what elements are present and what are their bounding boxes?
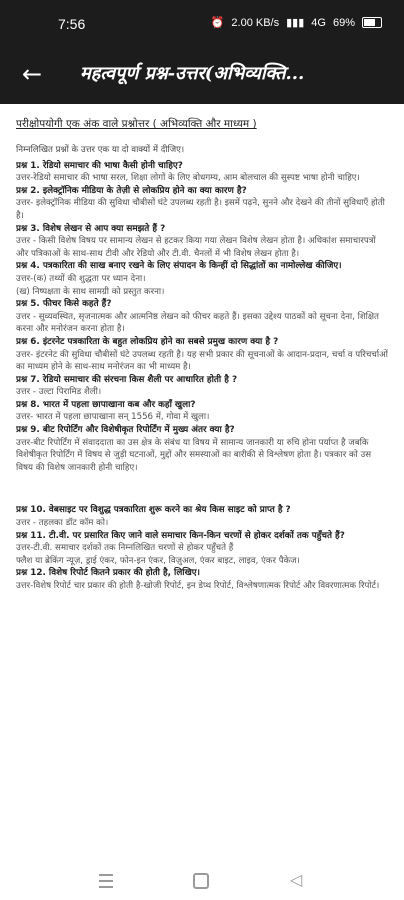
status-icons bbox=[211, 16, 382, 29]
question-text: प्रश्न 9. बीट रिपोर्टिंग और विशेषीकृत रिपोर्टिंग में मुख्य अंतर क्या है? bbox=[16, 425, 235, 436]
answer-text: उत्तर - सुव्यवस्थित, सृजनात्मक और आत्मनिष्ठ लेखन को फीचर कहते हैं। इसका उद्देश्य पाठकों को सूचना देना, शिक्षित करना और मनोरंजन करना होता है। bbox=[16, 311, 379, 335]
qa-list bbox=[16, 160, 390, 593]
question-text: प्रश्न 1. रेडियो समाचार की भाषा कैसी होनी चाहिए? bbox=[16, 160, 183, 171]
answer-text: (ख) निष्पक्षता के साथ सामग्री को प्रस्तुत करना। bbox=[16, 286, 165, 297]
answer-text: उत्तर-रेडियो समाचार की भाषा सरल, शिक्षा लोगों के लिए बोधगम्य, आम बोलचाल की सुस्पष्ट भाषा होनी चाहिए। bbox=[16, 173, 360, 184]
top-bar bbox=[0, 0, 404, 104]
answer-text: उत्तर- इलेक्ट्रॉनिक मीडिया की सुविधा चौबीसों घंटे उपलब्ध रहती है। इसमें पढ़ने, सुनने और देखने की तीनों सुविधाएँ होती है। bbox=[16, 198, 385, 221]
answer-text: उत्तर - उल्टा पिरामिड शैली। bbox=[16, 387, 102, 398]
article-content[interactable] bbox=[16, 117, 390, 857]
answer-text: उत्तर- इंटरनेट की सुविधा चौबीसों घंटे उपलब्ध रहती है। यह सभी प्रकार की सूचनाओं के आदान-प्रदान, चर्चा व परिचर्चाओं का माध्यम होने के साथ-साथ मनोरंजन का भी माध्यम है। bbox=[16, 349, 388, 373]
question-text: प्रश्न 8. भारत में पहला छापाखाना कब और कहाँ खुला? bbox=[16, 399, 196, 410]
back-triangle-icon[interactable]: ◁ bbox=[289, 870, 303, 889]
page-title: महत्वपूर्ण प्रश्न-उत्तर(अभिव्यक्ति... bbox=[80, 63, 305, 84]
answer-text: उत्तर-(क) तथ्यों की शुद्धता पर ध्यान देना। bbox=[16, 273, 146, 284]
question-text: प्रश्न 6. इंटरनेट पत्रकारिता के बहुत लोकप्रिय होने का सबसे प्रमुख कारण क्या है ? bbox=[16, 336, 279, 347]
battery-percent: 69% bbox=[332, 16, 355, 29]
answer-text: उत्तर-विशेष रिपोर्ट चार प्रकार की होती है-खोजी रिपोर्ट, इन डेप्थ रिपोर्ट, विश्लेषणात्मक रिपोर्ट और विवरणात्मक रिपोर्ट। bbox=[16, 581, 380, 591]
system-nav-bar bbox=[0, 860, 404, 900]
net-speed: 2.00 KB/s bbox=[231, 16, 280, 29]
answer-text: उत्तर-टी.वी. समाचार दर्शकों तक निम्नलिखित चरणों से होकर पहुँचते हैं bbox=[16, 543, 234, 554]
section-gap bbox=[16, 474, 390, 504]
question-text: प्रश्न 4. पत्रकारिता की साख बनाए रखने के लिए संपादन के किन्हीं दो सिद्धांतों का नामोल्लेख कीजिए। bbox=[16, 261, 342, 272]
status-time: 7:56 bbox=[58, 16, 86, 32]
question-text: प्रश्न 3. विशेष लेखन से आप क्या समझते हैं ? bbox=[16, 223, 166, 234]
home-icon[interactable] bbox=[188, 868, 214, 892]
alarm-icon: ⏰ bbox=[210, 17, 225, 29]
signal-icon: ▮▮▮ bbox=[286, 17, 305, 29]
arrow-left-icon[interactable]: ← bbox=[21, 60, 43, 88]
question-text: प्रश्न 11. टी.वी. पर प्रसारित किए जाने वाले समाचार किन-किन चरणों से होकर दर्शकों तक पहुँचते हैं? bbox=[16, 530, 345, 541]
answer-text: उत्तर - किसी विशेष विषय पर सामान्य लेखन से हटकर किया गया लेखन विशेष लेखन होता है। अधिकांश समाचारपत्रों और पत्रिकाओं के साथ-साथ टीवी और रेडियो और टी.वी. चैनलों में भी विशेष लेखन होता है। bbox=[16, 236, 376, 259]
question-text: प्रश्न 10. वेबसाइट पर विशुद्ध पत्रकारिता शुरू करने का श्रेय किस साइट को प्राप्त है ? bbox=[16, 505, 291, 516]
question-text: प्रश्न 5. फीचर किसे कहते हैं? bbox=[16, 299, 112, 310]
answer-text: फ्लैश या ब्रेकिंग न्यूज़, ड्राई एंकर, फोन-इन एंकर, विज़ुअल, एंकर बाइट, लाइव, एंकर पैकेज। bbox=[16, 555, 300, 566]
question-text: प्रश्न 7. रेडियो समाचार की संरचना किस शैली पर आधारित होती है ? bbox=[16, 374, 238, 385]
answer-text: उत्तर- भारत में पहला छापाखाना सन् 1556 में, गोवा में खुला। bbox=[16, 412, 210, 423]
app-bar bbox=[0, 52, 404, 96]
recent-apps-icon[interactable] bbox=[93, 868, 119, 892]
article-heading: परीक्षोपयोगी एक अंक वाले प्रश्नोत्तर ( अभिव्यक्ति और माध्यम ) bbox=[16, 118, 257, 130]
battery-icon bbox=[362, 17, 382, 28]
network-type: 4G bbox=[311, 16, 326, 29]
article-intro: निम्नलिखित प्रश्नों के उत्तर एक या दो वाक्यों में दीजिए। bbox=[16, 145, 185, 155]
question-text: प्रश्न 12. विशेष रिपोर्ट कितने प्रकार की होती है, लिखिए। bbox=[16, 568, 200, 579]
question-text: प्रश्न 2. इलेक्ट्रॉनिक मीडिया के तेज़ी से लोकप्रिय होने का क्या कारण है? bbox=[16, 185, 247, 196]
answer-text: उत्तर - तहलका डॉट कॉम को। bbox=[16, 518, 109, 529]
status-bar bbox=[0, 0, 404, 50]
answer-text: उत्तर-बीट रिपोर्टिंग में संवाददाता का उस क्षेत्र के संबंध या विषय में सामान्य जानकारी या रुचि होना पर्याप्त है जबकि विशेषीकृत रिपोर्टिंग में विषय से जुड़ी घटनाओं, मुद्दों और समस्याओं का बारीकी से विश्लेषण होता है। पत्रकार को उस विषय की विशेष जानकारी होनी चाहिए। bbox=[16, 437, 372, 473]
